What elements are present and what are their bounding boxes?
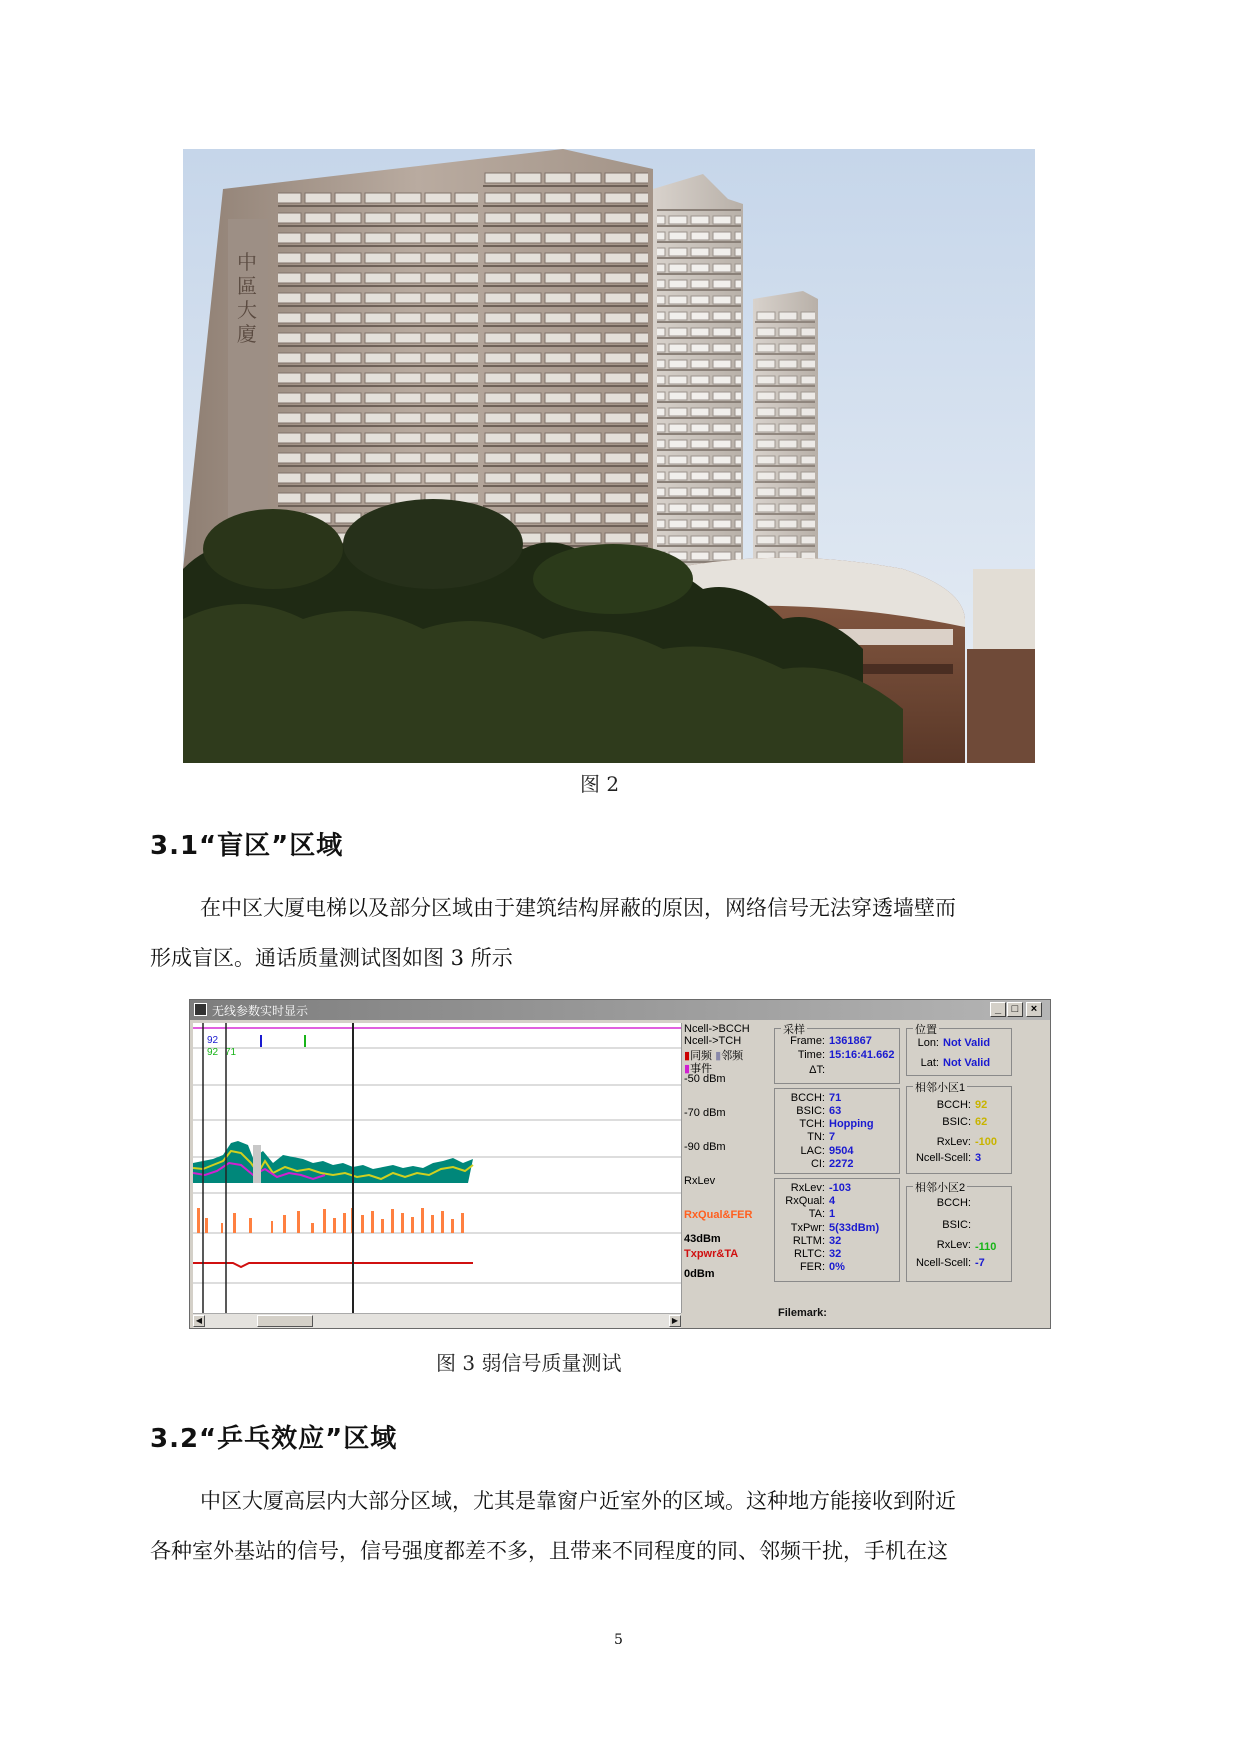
rxlev-key: RxLev: [790, 1182, 825, 1194]
legend-ncell-tch: Ncell->TCH [684, 1035, 742, 1047]
sample-group [774, 1024, 900, 1084]
n2-rxlev-value: -110 [975, 1241, 997, 1253]
building-sign: 中區大廈 [237, 250, 257, 346]
plot-legend [684, 1023, 772, 1327]
neighbor2-title: 相邻小区2 [913, 1179, 967, 1195]
ci-value: 2272 [829, 1158, 854, 1170]
section-3-1-paragraph [150, 883, 1096, 983]
adj-freq-swatch-icon: ▮ [715, 1050, 722, 1062]
n1-bsic-value: 62 [975, 1116, 988, 1128]
n2-ncell-value: -7 [975, 1257, 985, 1269]
legend-minus90: -90 dBm [684, 1141, 726, 1153]
lat-key: Lat: [920, 1057, 939, 1069]
tn-value: 7 [829, 1131, 836, 1143]
para-line: 中区大厦高层内大部分区域，尤其是靠窗户近室外的区域。这种地方能接收到附近 [200, 1489, 956, 1513]
ta-key: TA: [808, 1208, 825, 1220]
rltm-value: 32 [829, 1235, 842, 1247]
n1-bcch-value: 92 [975, 1099, 988, 1111]
filemark-label: Filemark: [778, 1307, 827, 1319]
legend-0dbm: 0dBm [684, 1268, 715, 1280]
bsic-value: 63 [829, 1105, 842, 1117]
n2-bcch-key: BCCH: [936, 1197, 971, 1209]
neighbor-bcch-label: 92 [207, 1035, 219, 1046]
rltm-key: RLTM: [792, 1235, 825, 1247]
section-3-1-heading: 3.1“盲区”区域 [150, 831, 344, 861]
tn-key: TN: [807, 1131, 825, 1143]
legend-rxqual: RxQual&FER [684, 1209, 753, 1221]
section-3-2-paragraph [150, 1476, 1096, 1576]
page-number: 5 [614, 1632, 623, 1648]
event-swatch-icon: ▮ [684, 1063, 691, 1075]
rltc-value: 32 [829, 1248, 842, 1260]
bcch-value: 71 [829, 1092, 842, 1104]
n1-bcch-key: BCCH: [936, 1099, 971, 1111]
position-group-title: 位置 [913, 1021, 939, 1037]
fer-key: FER: [799, 1261, 825, 1273]
rxlev-value: -103 [829, 1182, 852, 1194]
lac-value: 9504 [829, 1145, 854, 1157]
para-line: 在中区大厦电梯以及部分区域由于建筑结构屏蔽的原因，网络信号无法穿透墙壁而 [200, 896, 956, 920]
frame-value: 1361867 [829, 1035, 872, 1047]
quality-group [774, 1178, 900, 1282]
app-icon [194, 1003, 207, 1016]
n2-bsic-key: BSIC: [942, 1219, 971, 1231]
txpwr-value: 5(33dBm) [829, 1222, 880, 1234]
lon-key: Lon: [917, 1037, 939, 1049]
figure2-caption: 图 2 [580, 772, 620, 796]
horizontal-scrollbar[interactable] [193, 1313, 681, 1328]
legend-43dbm: 43dBm [684, 1233, 721, 1245]
rxqual-key: RxQual: [785, 1195, 825, 1207]
txpwr-key: TxPwr: [790, 1222, 825, 1234]
legend-ncell-bcch: Ncell->BCCH [684, 1023, 750, 1035]
delta-t-key: ΔT: [809, 1064, 825, 1076]
bsic-key: BSIC: [796, 1105, 825, 1117]
para-line: 形成盲区。通话质量测试图如图 3 所示 [150, 946, 513, 970]
close-button[interactable]: × [1026, 1002, 1042, 1017]
n1-rxlev-value: -100 [975, 1136, 998, 1148]
signal-plot [193, 1023, 682, 1313]
sample-group-title: 采样 [781, 1021, 807, 1037]
bcch-key: BCCH: [790, 1092, 825, 1104]
window-titlebar [190, 1000, 1050, 1020]
rxqual-value: 4 [829, 1195, 836, 1207]
scroll-thumb[interactable] [257, 1315, 313, 1327]
serving-bcch-label: 71 [225, 1047, 237, 1058]
legend-rxlev: RxLev [684, 1175, 716, 1187]
legend-event: 事件 [690, 1063, 713, 1075]
legend-adj-freq: 邻频 [721, 1050, 744, 1062]
legend-minus50: -50 dBm [684, 1073, 726, 1085]
same-freq-swatch-icon: ▮ [684, 1050, 691, 1062]
n1-ncell-key: Ncell-Scell: [915, 1152, 971, 1164]
ta-value: 1 [829, 1208, 836, 1220]
maximize-button[interactable]: □ [1007, 1002, 1023, 1017]
scroll-left-icon[interactable]: ◀ [193, 1315, 205, 1327]
lat-value: Not Valid [943, 1057, 991, 1069]
neighbor1-title: 相邻小区1 [913, 1079, 967, 1095]
tch-key: TCH: [799, 1118, 825, 1130]
n2-rxlev-key: RxLev: [936, 1239, 971, 1251]
neighbor2-group [906, 1182, 1012, 1282]
lac-key: LAC: [800, 1145, 825, 1157]
para-line: 各种室外基站的信号，信号强度都差不多，且带来不同程度的同、邻频干扰，手机在这 [150, 1539, 948, 1563]
signal-plot-svg [193, 1023, 681, 1313]
time-key: Time: [797, 1049, 825, 1061]
section-3-2-heading: 3.2“乒乓效应”区域 [150, 1424, 398, 1454]
fer-value: 0% [829, 1261, 845, 1273]
frame-key: Frame: [790, 1035, 825, 1047]
tch-value: Hopping [829, 1118, 874, 1130]
figure3-caption: 图 3 弱信号质量测试 [436, 1351, 622, 1375]
building-photo [183, 149, 1035, 763]
n2-ncell-key: Ncell-Scell: [915, 1257, 971, 1269]
ci-key: CI: [810, 1158, 825, 1170]
building-photo-graphic [183, 149, 1035, 763]
neighbor-tch-label: 92 [207, 1047, 219, 1058]
legend-same-freq: 同频 [690, 1050, 713, 1062]
minimize-button[interactable]: _ [990, 1002, 1006, 1017]
n1-bsic-key: BSIC: [942, 1116, 971, 1128]
realtime-params-window [189, 999, 1051, 1329]
legend-minus70: -70 dBm [684, 1107, 726, 1119]
neighbor1-group [906, 1082, 1012, 1174]
scroll-right-icon[interactable]: ▶ [669, 1315, 681, 1327]
n1-rxlev-key: RxLev: [936, 1136, 971, 1148]
legend-txpwr: Txpwr&TA [684, 1248, 739, 1260]
window-title: 无线参数实时显示 [212, 1004, 309, 1018]
n1-ncell-value: 3 [975, 1152, 982, 1164]
serving-cell-group [774, 1088, 900, 1174]
position-group [906, 1024, 1012, 1076]
lon-value: Not Valid [943, 1037, 991, 1049]
time-value: 15:16:41.662 [829, 1049, 895, 1061]
rltc-key: RLTC: [794, 1248, 825, 1260]
